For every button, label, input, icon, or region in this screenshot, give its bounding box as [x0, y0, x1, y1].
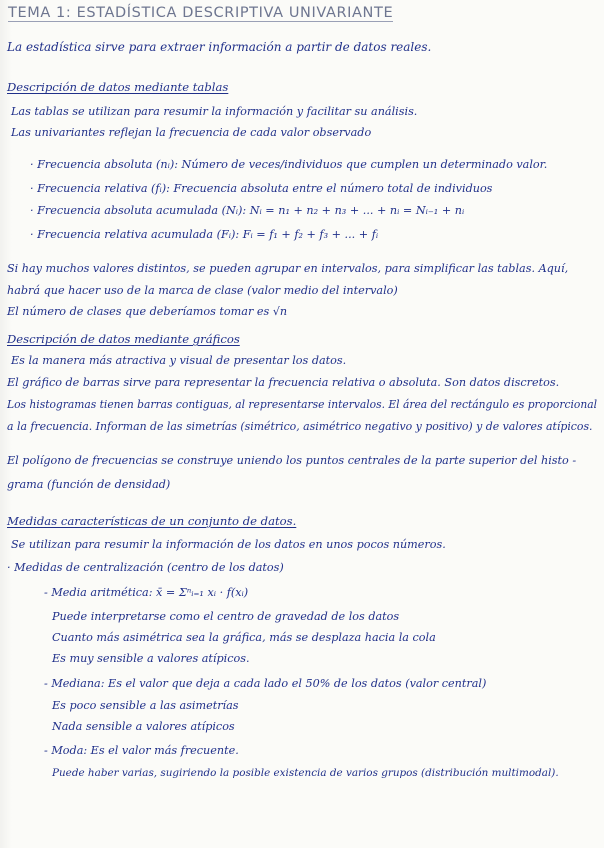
list-item-absolute-frequency: · Frecuencia absoluta (nᵢ): Número de veces/individuos que cumplen un determinado valor.	[30, 158, 548, 171]
graphics-line-2: El gráfico de barras sirve para representar la frecuencia relativa o absoluta. Son datos discretos.	[7, 376, 560, 389]
tables-line-2: Las univariantes reflejan la frecuencia de cada valor observado	[11, 126, 372, 139]
median-note-1: Es poco sensible a las asimetrías	[52, 699, 239, 712]
intro-text: La estadística sirve para extraer información a partir de datos reales.	[7, 40, 432, 54]
mean-note-3: Es muy sensible a valores atípicos.	[52, 652, 250, 665]
list-item-cumulative-relative: · Frecuencia relativa acumulada (Fᵢ): Fᵢ = f₁ + f₂ + f₃ + ... + fᵢ	[30, 228, 379, 241]
mode-definition: - Moda: Es el valor más frecuente.	[44, 744, 239, 757]
page-title: TEMA 1: ESTADÍSTICA DESCRIPTIVA UNIVARIANTE	[8, 5, 394, 21]
list-item-relative-frequency: · Frecuencia relativa (fᵢ): Frecuencia absoluta entre el número total de individuos	[30, 182, 493, 195]
tables-para-3: El número de clases que deberíamos tomar es √n	[7, 305, 288, 318]
measures-line-2: · Medidas de centralización (centro de los datos)	[7, 561, 284, 574]
section-heading-graphics: Descripción de datos mediante gráficos	[7, 332, 240, 346]
median-note-2: Nada sensible a valores atípicos	[52, 720, 235, 733]
graphics-line-5: El polígono de frecuencias se construye uniendo los puntos centrales de la parte superior del histo -	[7, 454, 577, 467]
tables-para-1: Si hay muchos valores distintos, se pueden agrupar en intervalos, para simplificar las tablas. Aquí,	[7, 262, 569, 275]
median-definition: - Mediana: Es el valor que deja a cada lado el 50% de los datos (valor central)	[44, 677, 487, 690]
mean-note-1: Puede interpretarse como el centro de gravedad de los datos	[52, 610, 400, 623]
mean-note-2: Cuanto más asimétrica sea la gráfica, más se desplaza hacia la cola	[52, 631, 436, 644]
section-heading-tables: Descripción de datos mediante tablas	[7, 80, 229, 94]
tables-para-2: habrá que hacer uso de la marca de clase (valor medio del intervalo)	[7, 284, 398, 297]
section-heading-measures: Medidas características de un conjunto de datos.	[7, 514, 297, 528]
graphics-line-1: Es la manera más atractiva y visual de presentar los datos.	[11, 354, 347, 367]
graphics-line-4: a la frecuencia. Informan de las simetrías (simétrico, asimétrico negativo y positivo) y de valores atípicos.	[7, 420, 593, 433]
mode-note-1: Puede haber varias, sugiriendo la posible existencia de varios grupos (distribución multimodal).	[52, 767, 559, 779]
graphics-line-3: Los histogramas tienen barras contiguas, al representarse intervalos. El área del rectángulo es proporcional	[7, 398, 597, 411]
list-item-cumulative-absolute: · Frecuencia absoluta acumulada (Nᵢ): Nᵢ = n₁ + n₂ + n₃ + ... + nᵢ = Nᵢ₋₁ + nᵢ	[30, 204, 465, 217]
mean-definition: - Media aritmética: x̄ = Σⁿᵢ₌₁ xᵢ · f(xᵢ)	[44, 586, 249, 599]
tables-line-1: Las tablas se utilizan para resumir la información y facilitar su análisis.	[11, 105, 418, 118]
measures-line-1: Se utilizan para resumir la información de los datos en unos pocos números.	[11, 538, 446, 551]
graphics-line-6: grama (función de densidad)	[7, 478, 171, 491]
